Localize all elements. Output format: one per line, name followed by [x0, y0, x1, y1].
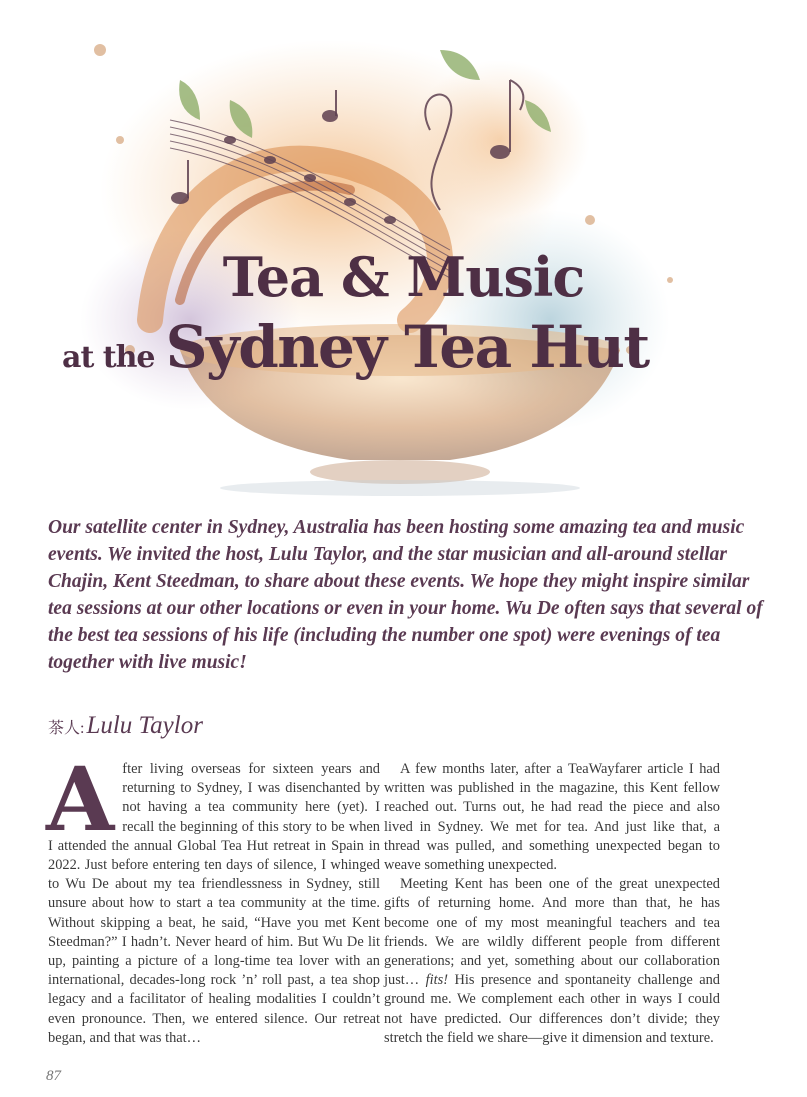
title-line-1: Tea & Music — [222, 245, 585, 309]
emphasis-text: fits! — [425, 972, 449, 989]
author-name: Lulu Taylor — [86, 712, 203, 739]
drop-cap: A — [46, 747, 115, 851]
body-paragraph — [46, 747, 380, 1048]
body-paragraph: A few months later, after a TeaWayfarer article I had written was published in the magazine, this Kent fellow reached out. Turns out, he had read the piece and also lived in Sydney. We met for tea. And just like that, a thread was pulled, and something unexpected began to weave something unexpected. — [384, 761, 720, 874]
body-text: Meeting Kent has been one of the great unexpected gifts of returning home. And more than that, he has become one of my most meaningful teachers and tea friends. We are wildly different people from different generations; and yet, something about our collaboration just… — [384, 876, 720, 989]
body-text: fter living overseas for sixteen years and returning to Sydney, I was disenchanted by not having a tea community here (yet). I recall the beginning of this story to be when I attended the annual Global Tea Hut retreat in Spain in 2022. Just before entering ten days of silence, I whinged to Wu De about my tea friendlessness in Sydney, still unsure about how to start a tea community at the time. Without skipping a beat, he said, “Have you met Kent Steedman?” I hadn’t. Never heard of him. But Wu De lit up, painting a picture of a long-time tea lover with an international, decades-long rock ’n’ roll past, a tea shop legacy and a facilitator of healing modalities I couldn’t even pronounce. Then, we entered silence. Our retreat began, and that was that… — [48, 761, 380, 1046]
title-main: Sydney Tea Hut — [165, 313, 649, 381]
title-line-2 — [62, 313, 649, 381]
title-prefix: at the — [62, 340, 155, 375]
author-label: 茶人: — [48, 719, 85, 737]
body-column-right — [384, 760, 720, 1048]
byline — [48, 712, 203, 740]
page-number: 87 — [46, 1068, 61, 1084]
body-text: His presence and spontaneity challenge and ground me. We complement each other in ways I could not have predicted. Our differences don’t divide; they stretch the field we share—give it dimension and texture. — [384, 972, 720, 1046]
body-paragraph — [384, 875, 720, 1048]
intro-paragraph: Our satellite center in Sydney, Australia has been hosting some amazing tea and music events. We invited the host, Lulu Taylor, and the star musician and all-around stellar Chajin, Kent Steedman, to share about these events. We hope they might inspire similar tea sessions at our other locations or even in your home. Wu De often says that several of the best tea sessions of his life (including the number one spot) were evenings of tea together with live music! — [48, 517, 763, 673]
body-column-left — [46, 747, 380, 1048]
